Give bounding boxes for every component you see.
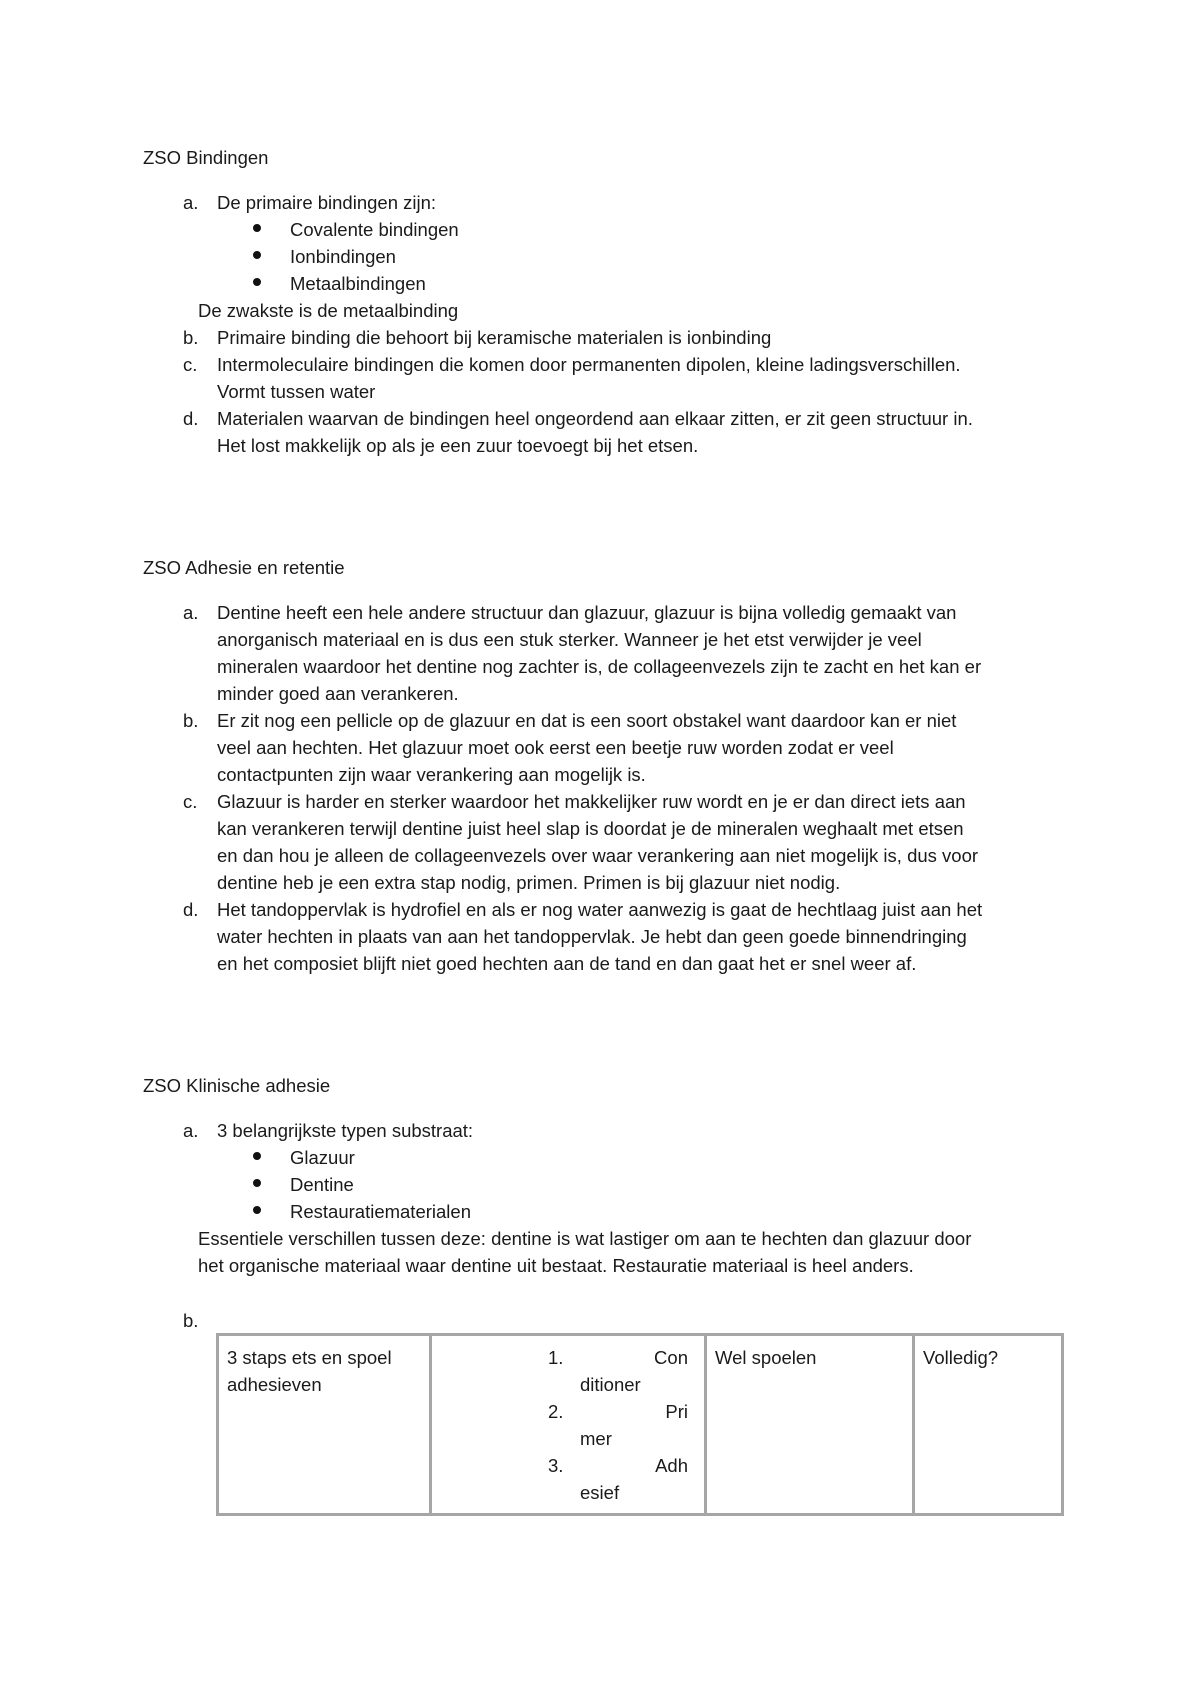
bullet-icon	[253, 224, 261, 232]
list-item-text: water hechten in plaats van aan het tandoppervlak. Je hebt dan geen goede binnendringing	[217, 926, 967, 947]
step-text-part: mer	[580, 1428, 612, 1449]
list-item-text: kan verankeren terwijl dentine juist heel slap is doordat je de mineralen weghaalt met etsen	[217, 818, 964, 839]
bullet-icon	[253, 251, 261, 259]
list-marker: a.	[183, 1120, 199, 1141]
step-number: 1.	[548, 1347, 564, 1368]
bullet-icon	[253, 1179, 261, 1187]
bullet-item: Covalente bindingen	[290, 219, 459, 240]
list-item-text: en het composiet blijft niet goed hechten aan de tand en dan gaat het er snel weer af.	[217, 953, 917, 974]
list-item-text: anorganisch materiaal en is dus een stuk sterker. Wanneer je het etst verwijder je veel	[217, 629, 922, 650]
list-marker: a.	[183, 602, 199, 623]
list-item-text: mineralen waardoor het dentine nog zachter is, de collageenvezels zijn te zacht en het kan er	[217, 656, 982, 677]
list-item-text: Vormt tussen water	[217, 381, 376, 402]
section-title-bindingen: ZSO Bindingen	[143, 147, 269, 168]
adhesive-table	[216, 1333, 1064, 1516]
cell-line: 3 staps ets en spoel	[227, 1347, 392, 1368]
cell-line: Volledig?	[923, 1347, 999, 1368]
list-item-text: Primaire binding die behoort bij keramische materialen is ionbinding	[217, 327, 772, 348]
list-item-text: De primaire bindingen zijn:	[217, 192, 437, 213]
list-marker: b.	[183, 327, 199, 348]
list-item-text: Materialen waarvan de bindingen heel ongeordend aan elkaar zitten, er zit geen structuur in.	[217, 408, 973, 429]
list-item-text: veel aan hechten. Het glazuur moet ook eerst een beetje ruw worden zodat er veel	[217, 737, 894, 758]
note-text: het organische materiaal waar dentine uit bestaat. Restauratie materiaal is heel anders.	[198, 1255, 914, 1276]
bullet-item: Dentine	[290, 1174, 354, 1195]
table-cell-rinse	[706, 1335, 914, 1515]
step-number: 2.	[548, 1401, 564, 1422]
list-item-text: Intermoleculaire bindingen die komen door permanenten dipolen, kleine ladingsverschillen.	[217, 354, 961, 375]
bullet-item: Glazuur	[290, 1147, 355, 1168]
bullet-item: Ionbindingen	[290, 246, 396, 267]
table-cell-steps	[431, 1335, 706, 1515]
list-marker: b.	[183, 1310, 199, 1331]
section-title-adhesie: ZSO Adhesie en retentie	[143, 557, 345, 578]
list-item-text: contactpunten zijn waar verankering aan mogelijk is.	[217, 764, 646, 785]
list-item-text: minder goed aan verankeren.	[217, 683, 459, 704]
step-text-part: Adh	[655, 1455, 688, 1476]
list-marker: d.	[183, 408, 199, 429]
cell-line: Wel spoelen	[715, 1347, 817, 1368]
step-text-part: esief	[580, 1482, 620, 1503]
step-text-part: Pri	[665, 1401, 688, 1422]
bullet-icon	[253, 278, 261, 286]
bullet-icon	[253, 1206, 261, 1214]
table-row	[218, 1335, 1063, 1515]
list-item-text: Het lost makkelijk op als je een zuur toevoegt bij het etsen.	[217, 435, 699, 456]
list-item-text: Er zit nog een pellicle op de glazuur en dat is een soort obstakel want daardoor kan er niet	[217, 710, 957, 731]
list-item-text: 3 belangrijkste typen substraat:	[217, 1120, 474, 1141]
section-title-klinische-adhesie: ZSO Klinische adhesie	[143, 1075, 331, 1096]
list-item-text: Glazuur is harder en sterker waardoor het makkelijker ruw wordt en je er dan direct iets aan	[217, 791, 966, 812]
table-cell-status	[914, 1335, 1063, 1515]
list-marker: b.	[183, 710, 199, 731]
list-item-text: dentine heb je een extra stap nodig, primen. Primen is bij glazuur niet nodig.	[217, 872, 841, 893]
list-marker: d.	[183, 899, 199, 920]
note-text: Essentiele verschillen tussen deze: dentine is wat lastiger om aan te hechten dan glazuur door	[198, 1228, 972, 1249]
list-item-text: Het tandoppervlak is hydrofiel en als er nog water aanwezig is gaat de hechtlaag juist aan het	[217, 899, 983, 920]
bullet-item: Metaalbindingen	[290, 273, 426, 294]
step-number: 3.	[548, 1455, 564, 1476]
step-item	[440, 1398, 696, 1452]
list-marker: c.	[183, 791, 198, 812]
step-text-part: ditioner	[580, 1374, 641, 1395]
table-cell-category	[218, 1335, 431, 1515]
list-item-text: Dentine heeft een hele andere structuur dan glazuur, glazuur is bijna volledig gemaakt van	[217, 602, 957, 623]
bullet-icon	[253, 1152, 261, 1160]
bullet-item: Restauratiematerialen	[290, 1201, 471, 1222]
list-item-text: en dan hou je alleen de collageenvezels over waar verankering aan niet mogelijk is, dus voor	[217, 845, 979, 866]
step-item	[440, 1452, 696, 1506]
list-marker: c.	[183, 354, 198, 375]
step-text-part: Con	[654, 1347, 688, 1368]
note-text: De zwakste is de metaalbinding	[198, 300, 459, 321]
list-marker: a.	[183, 192, 199, 213]
cell-line: adhesieven	[227, 1374, 322, 1395]
step-item	[440, 1344, 696, 1398]
